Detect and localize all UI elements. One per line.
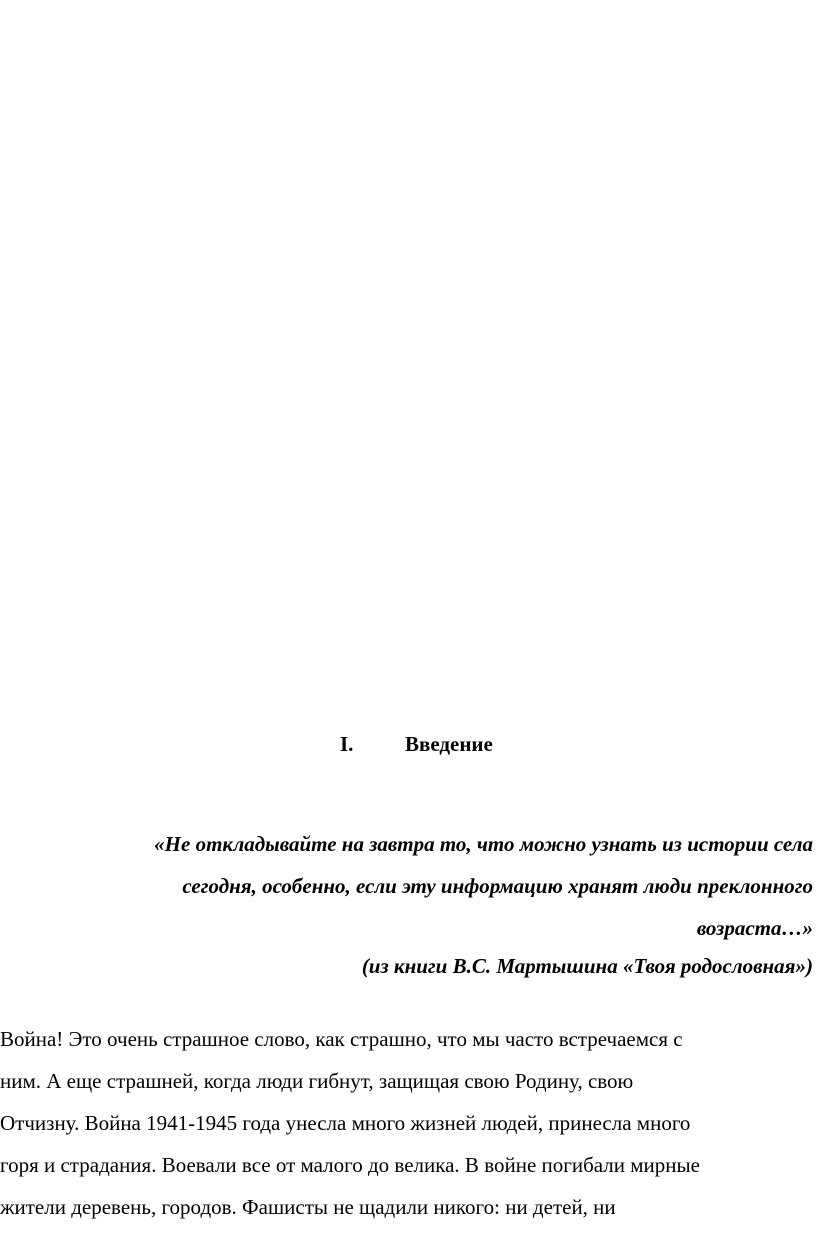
paragraph-line: жители деревень, городов. Фашисты не щадили никого: ни детей, ни	[0, 1195, 616, 1219]
body-paragraph	[0, 1018, 816, 1228]
paragraph-line: Война! Это очень страшное слово, как страшно, что мы часто встречаемся с	[0, 1027, 683, 1051]
paragraph-line: горя и страдания. Воевали все от малого до велика. В войне погибали мирные	[0, 1153, 700, 1177]
section-number: I.	[340, 732, 354, 756]
epigraph-line: «Не откладывайте на завтра то, что можно узнать из истории села	[154, 832, 813, 856]
epigraph-line: возраста…»	[696, 916, 813, 940]
paragraph-line: ним. А еще страшней, когда люди гибнут, защищая свою Родину, свою	[0, 1069, 634, 1093]
epigraph-source: (из книги В.С. Мартышина «Твоя родословная»)	[361, 954, 813, 978]
paragraph-line: Отчизну. Война 1941-1945 года унесла много жизней людей, принесла много	[0, 1111, 691, 1135]
epigraph	[0, 823, 813, 987]
section-heading	[0, 732, 816, 766]
epigraph-line: сегодня, особенно, если эту информацию хранят люди преклонного	[182, 874, 813, 898]
section-title: Введение	[405, 732, 493, 756]
